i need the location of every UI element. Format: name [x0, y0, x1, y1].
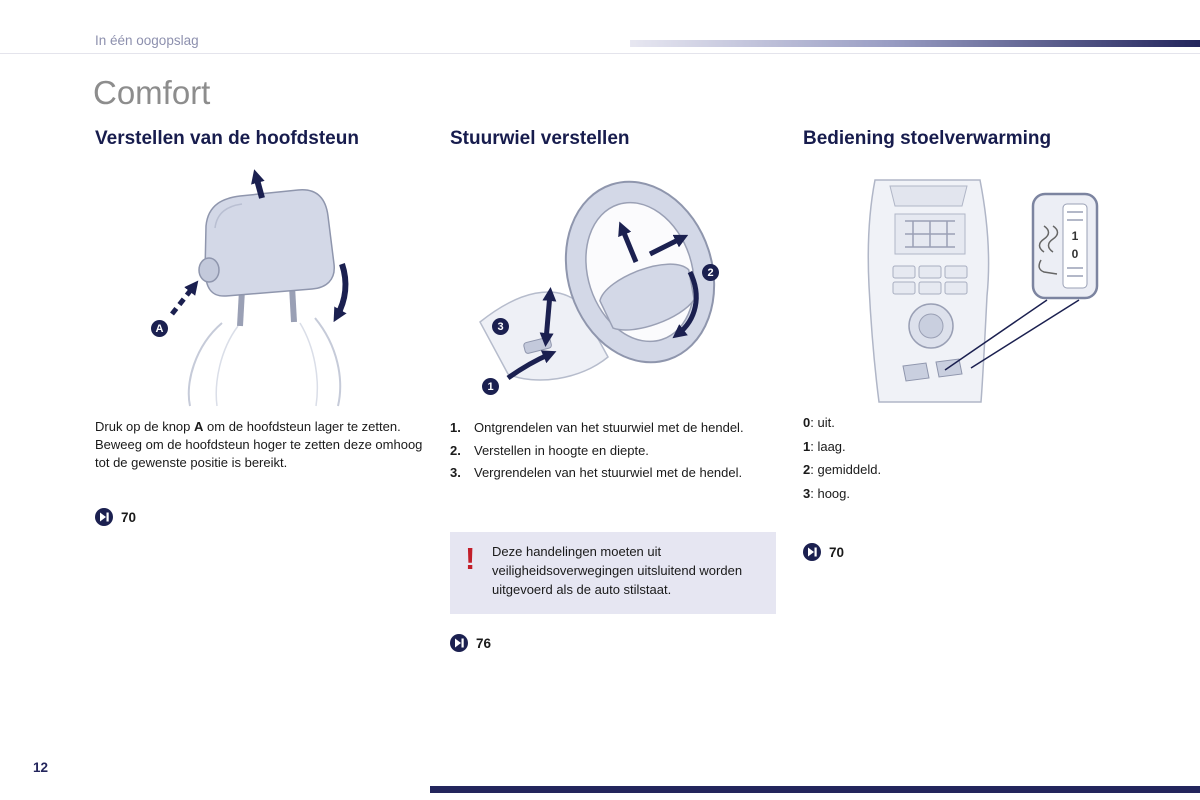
page-ref-number: 70 — [121, 509, 137, 525]
step-2-badge: 2 — [702, 264, 719, 281]
headrest-illustration — [110, 168, 410, 408]
header-gradient-bar — [630, 40, 1200, 47]
header-rule — [0, 53, 1200, 54]
page-ref-heating — [803, 543, 844, 561]
page-ref-number: 70 — [829, 544, 845, 560]
page-title: Comfort — [93, 74, 211, 111]
dashed-arrow-icon — [172, 286, 194, 314]
headrest-knob — [199, 258, 219, 282]
list-item — [803, 485, 881, 503]
headrest-text-bold-a: A — [194, 419, 204, 434]
level-text: : uit. — [810, 415, 835, 430]
level-text: : laag. — [810, 438, 846, 454]
headrest-text-1: Druk op de knop — [95, 419, 195, 434]
console-illustration — [795, 176, 1135, 408]
step-text: Vergrendelen van het stuurwiel met de hendel. — [474, 465, 743, 481]
page-ref-icon — [450, 634, 468, 652]
page-ref-number: 76 — [476, 635, 492, 651]
down-arrow-icon — [337, 264, 345, 316]
warning-box — [450, 532, 776, 614]
step-number: 2. — [450, 442, 461, 458]
step-text: Ontgrendelen van het stuurwiel met de hendel. — [474, 420, 744, 435]
level-number: 0 — [803, 415, 811, 430]
heading-steering: Stuurwiel verstellen — [450, 128, 630, 149]
seat-heat-button-left — [903, 363, 929, 381]
headrest-figure — [95, 168, 425, 410]
page-ref-headrest — [95, 508, 136, 526]
section-label: In één oogopslag — [95, 33, 199, 48]
steering-steps — [450, 419, 778, 487]
callout-a-badge: A — [151, 320, 168, 337]
list-item — [803, 438, 881, 456]
page-ref-icon — [803, 543, 821, 561]
step-1-badge: 1 — [482, 378, 499, 395]
steering-illustration — [450, 172, 775, 412]
page-number: 12 — [33, 760, 49, 775]
list-item — [803, 414, 881, 432]
heading-headrest: Verstellen van de hoofdsteun — [95, 128, 359, 149]
list-item — [803, 461, 881, 479]
warning-icon: ! — [465, 541, 476, 576]
list-item — [450, 464, 778, 482]
level-text: : gemiddeld. — [810, 462, 882, 478]
step-3-badge: 3 — [492, 318, 509, 335]
step-number: 3. — [450, 465, 461, 481]
level-number: 3 — [803, 485, 811, 501]
list-item — [450, 442, 778, 460]
page-ref-icon — [95, 508, 113, 526]
step-number: 1. — [450, 420, 461, 435]
heading-heating: Bediening stoelverwarming — [803, 128, 1052, 149]
step-text: Verstellen in hoogte en diepte. — [474, 442, 649, 458]
level-number: 2 — [803, 462, 811, 478]
level-text: : hoog. — [810, 485, 850, 501]
steering-figure — [450, 172, 775, 412]
dial-label-1: 1 — [1071, 229, 1079, 243]
heating-figure — [795, 176, 1135, 408]
dial-label-0: 0 — [1071, 247, 1079, 261]
headrest-text-2: om de hoofdsteun lager te zetten. Beweeg om de hoofdsteun hoger te zetten deze omhoog tot de gewenste positie is bereikt. — [95, 419, 423, 470]
footer-bar — [430, 786, 1200, 793]
level-number: 1 — [803, 438, 811, 454]
list-item — [450, 419, 778, 437]
heating-levels — [803, 414, 881, 508]
page-ref-steering — [450, 634, 491, 652]
warning-text: Deze handelingen moeten uit veiligheidsoverwegingen uitsluitend worden uitgevoerd als de auto stilstaat. — [492, 544, 743, 597]
headrest-instructions — [95, 418, 433, 472]
